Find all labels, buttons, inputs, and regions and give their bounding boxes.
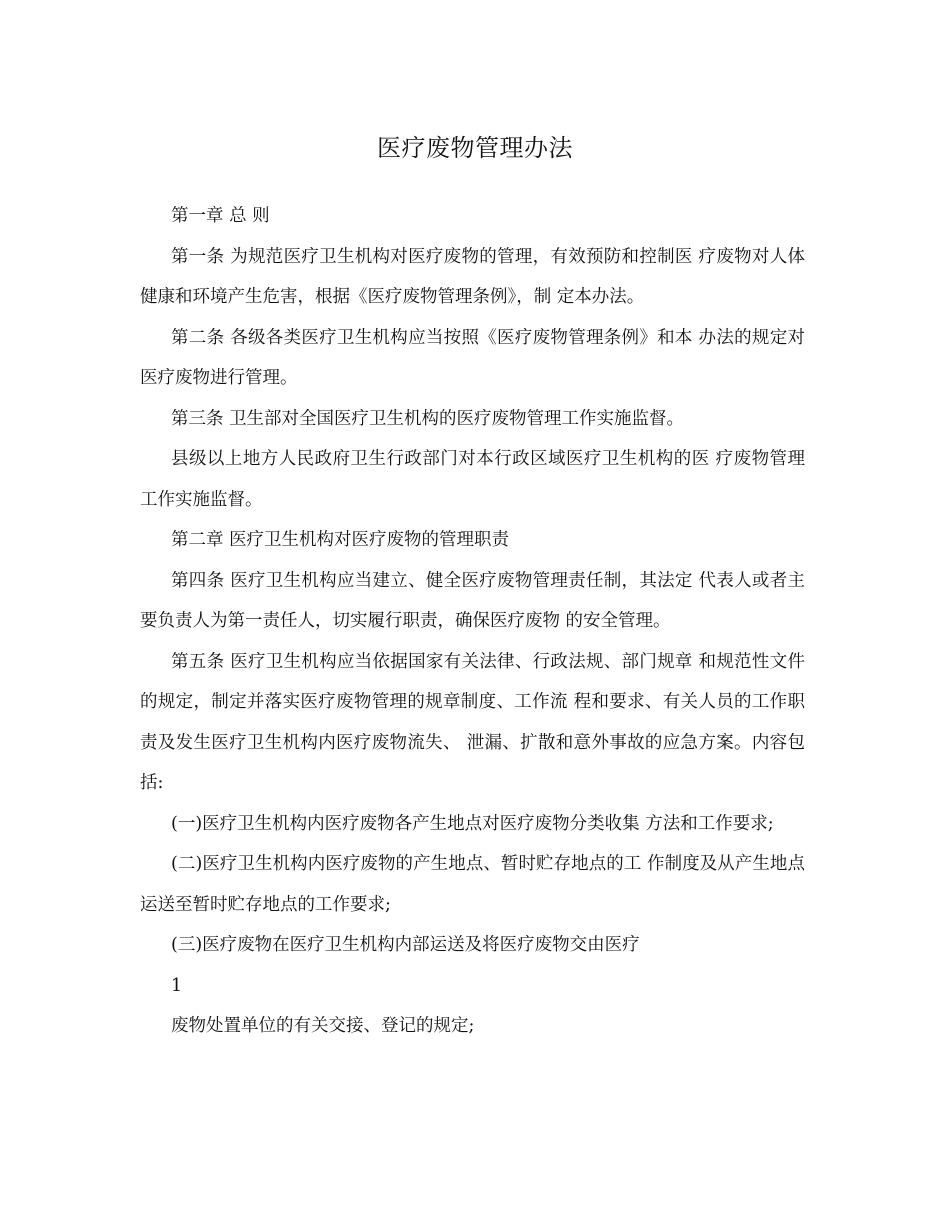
article-1: 第一条 为规范医疗卫生机构对医疗废物的管理，有效预防和控制医 疗废物对人体健康和环境产生危害，根据《医疗废物管理条例》，制 定本办法。 [140, 246, 805, 307]
list-item-3: (三)医疗废物在医疗卫生机构内部运送及将医疗废物交由医疗 [171, 935, 640, 955]
page-number: 1 [171, 975, 183, 996]
list-item-1: (一)医疗卫生机构内医疗废物各产生地点对医疗废物分类收集 方法和工作要求; [171, 813, 774, 834]
article-3: 第三条 卫生部对全国医疗卫生机构的医疗废物管理工作实施监督。 [171, 408, 685, 429]
article-4: 第四条 医疗卫生机构应当建立、健全医疗废物管理责任制，其法定 代表人或者主要负责人为第一责任人，切实履行职责，确保医疗废物 的安全管理。 [140, 570, 805, 631]
article-2: 第二条 各级各类医疗卫生机构应当按照《医疗废物管理条例》和本 办法的规定对医疗废物进行管理。 [140, 327, 805, 388]
document-body [140, 196, 805, 1047]
list-item-3-continuation: 废物处置单位的有关交接、登记的规定; [171, 1016, 475, 1036]
list-item-2: (二)医疗卫生机构内医疗废物的产生地点、暂时贮存地点的工 作制度及从产生地点运送至暂时贮存地点的工作要求; [140, 854, 805, 915]
chapter-heading-1: 第一章 总 则 [171, 206, 270, 226]
article-5: 第五条 医疗卫生机构应当依据国家有关法律、行政法规、部门规章 和规范性文件的规定，制定并落实医疗废物管理的规章制度、工作流 程和要求、有关人员的工作职责及发生医疗卫生机构内医疗废物流失、 泄漏、扩散和意外事故的应急方案。内容包括: [140, 651, 805, 793]
chapter-heading-2: 第二章 医疗卫生机构对医疗废物的管理职责 [171, 530, 510, 550]
article-3-clause: 县级以上地方人民政府卫生行政部门对本行政区域医疗卫生机构的医 疗废物管理工作实施监督。 [140, 449, 805, 510]
document-title: 医疗废物管理办法 [377, 134, 573, 162]
